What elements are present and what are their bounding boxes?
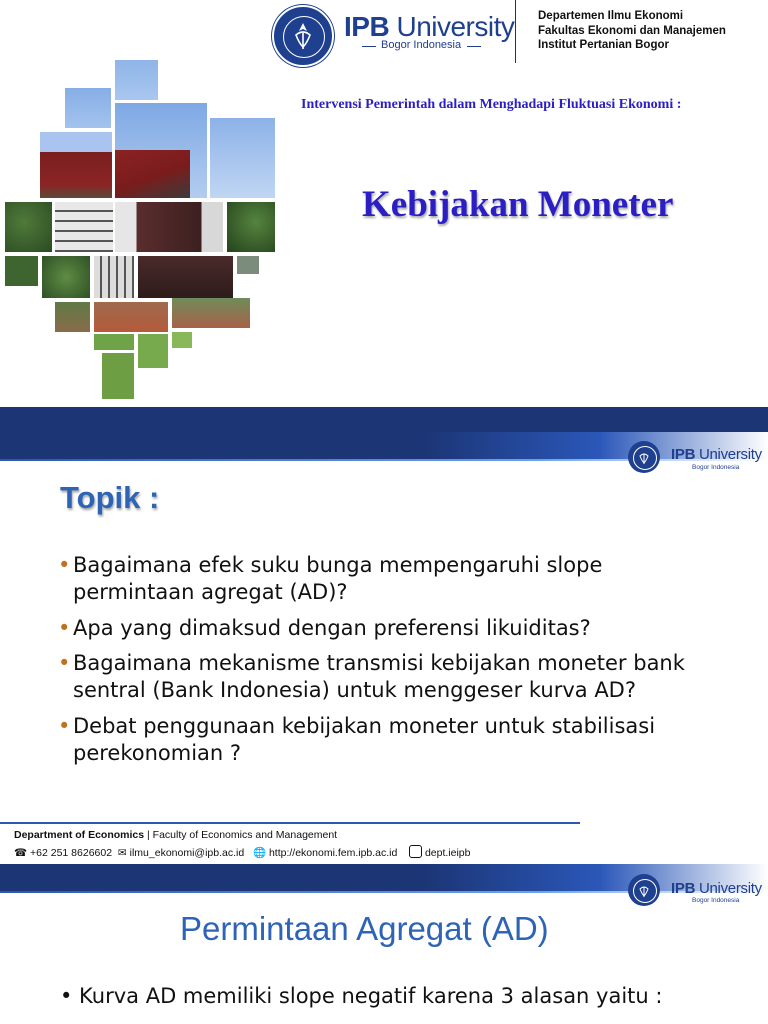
bullet-marker: • [58,714,71,738]
faculty-line: Fakultas Ekonomi dan Manajemen [538,24,726,37]
building-tile [94,256,134,298]
topics-slide [0,432,768,864]
list-item-text: Debat penggunaan kebijakan moneter untuk stabilisasi perekonomian ? [73,714,656,765]
brand-name: IPB University [671,880,762,897]
department-line: Departemen Ilmu Ekonomi [538,10,684,22]
grass-tile [94,334,134,350]
tree-tile [227,202,275,252]
slide-heading: Topik : [60,480,160,515]
sky-tile [115,60,158,100]
ipb-seal-logo [628,441,660,473]
seal-emblem-icon [628,874,660,906]
phone-icon: ☎ [14,847,28,859]
ipb-seal-logo [272,5,334,67]
footer-divider [0,822,580,824]
mail-icon: ✉ [117,847,127,859]
ipb-seal-logo [628,874,660,906]
sky-tile [65,88,111,128]
seal-emblem-icon [628,441,660,473]
phone-number: +62 251 8626602 [30,847,113,859]
brand-name: IPB University [344,11,515,42]
list-item-text: • Kurva AD memiliki slope negatif karena 3 alasan yaitu : [60,984,663,1008]
list-item-text: Bagaimana efek suku bunga mempengaruhi slope permintaan agregat (AD)? [73,553,603,604]
list-item-text: Apa yang dimaksud dengan preferensi likuiditas? [73,616,591,640]
title-slide [0,0,768,432]
department-info [538,9,726,53]
building-tile [55,202,113,252]
bullet-marker: • [58,616,71,640]
brand-tagline: Bogor Indonesia [381,39,462,51]
header-divider [515,0,516,63]
institute-line: Institut Pertanian Bogor [538,39,669,51]
topic-list [58,552,738,772]
roof-tile [40,132,112,198]
email-address[interactable]: ilmu_ekonomi@ipb.ac.id [129,847,245,859]
seal-emblem-icon [274,7,332,65]
brand-tagline: Bogor Indonesia [692,464,740,471]
slide-subtitle: Intervensi Pemerintah dalam Menghadapi Fluktuasi Ekonomi : [301,97,682,112]
building-tile [115,202,223,252]
sky-tile [210,118,275,198]
grass-tile [102,353,134,399]
instagram-handle[interactable]: dept.ieipb [424,847,471,859]
footer-band [0,407,768,432]
brand-name: IPB University [671,446,762,463]
ground-tile [94,302,168,332]
tree-tile [42,256,90,298]
website-link[interactable]: http://ekonomi.fem.ipb.ac.id [268,847,398,859]
tree-tile [5,202,52,252]
brand-tagline: Bogor Indonesia [692,897,740,904]
grass-tile [172,332,192,348]
globe-icon: 🌐 [252,847,267,859]
tree-tile [5,256,38,286]
aggregate-demand-slide [0,864,768,1024]
roof-tile [115,150,190,198]
footer-department: Department of Economics | Faculty of Economics and Management [14,829,338,841]
sky-tile [237,256,259,274]
bullet-marker: • [58,651,71,675]
grass-tile [138,334,168,368]
slide-heading: Permintaan Agregat (AD) [180,910,549,947]
list-item-text: Bagaimana mekanisme transmisi kebijakan moneter bank sentral (Bank Indonesia) untuk menggeser kurva AD? [73,651,685,702]
building-tile [138,256,233,298]
bullet-marker: • [58,553,71,577]
ground-tile [55,302,90,332]
ground-tile [172,298,250,328]
footer-contacts [14,845,471,859]
slide-title: Kebijakan Moneter [362,184,674,225]
instagram-icon [409,845,422,858]
